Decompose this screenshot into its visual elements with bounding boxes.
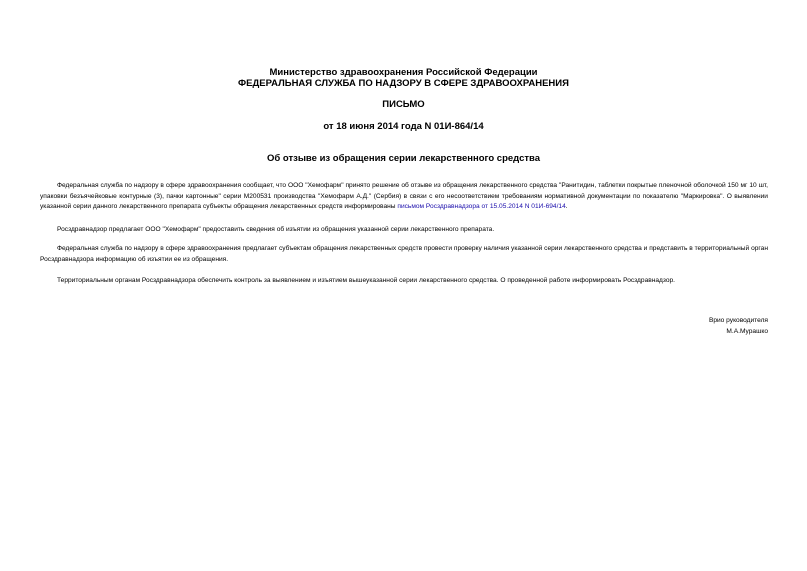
paragraph-1-tail: . xyxy=(565,203,568,211)
reference-letter-link[interactable]: письмом Росздравнадзора от 15.05.2014 N 01И-694/14 xyxy=(397,203,566,211)
paragraph-3-text: Федеральная служба по надзору в сфере здравоохранения предлагает субъектам обращения лекарственных средств провести проверку наличия указанной серии лекарственного средства и представить в территориальный орган Росздравнадзора информацию об изъятии ее из обращения. xyxy=(40,245,768,263)
signatory-title: Врио руководителя xyxy=(708,317,768,324)
paragraph-1 xyxy=(40,181,768,213)
paragraph-2 xyxy=(40,225,768,236)
document-subject: Об отзыве из обращения серии лекарственного средства xyxy=(266,153,541,164)
signatory-name: М.А.Мурашко xyxy=(726,328,768,335)
paragraph-4 xyxy=(40,276,768,287)
paragraph-3 xyxy=(40,244,768,265)
service-name: ФЕДЕРАЛЬНАЯ СЛУЖБА ПО НАДЗОРУ В СФЕРЕ ЗДРАВООХРАНЕНИЯ xyxy=(238,78,569,89)
paragraph-4-text: Территориальным органам Росздравнадзора обеспечить контроль за выявлением и изъятием вышеуказанной серии лекарственного средства. О проведенной работе информировать Росздравнадзор. xyxy=(57,277,676,284)
ministry-name: Министерство здравоохранения Российской Федерации xyxy=(269,67,538,78)
document-date-number: от 18 июня 2014 года N 01И-864/14 xyxy=(323,121,484,132)
paragraph-1-text xyxy=(40,181,768,213)
paragraph-1-main: Федеральная служба по надзору в сфере здравоохранения сообщает, что ООО "Хемофарм" принято решение об отзыве из обращения лекарственного средства "Ранитидин, таблетки покрытые пленочной оболочкой 150 мг 10 шт, упаковки безъячейковые контурные (3), пачки картонные" серии М200531 производства "Хемофарм А.Д." (Сербия) в связи с его несоответствием требованиям нормативной документации по показателю "Маркировка". О выявлении указанной серии данного лекарственного препарата субъекты обращения лекарственных средств информированы xyxy=(40,182,768,211)
paragraph-2-text: Росздравнадзор предлагает ООО "Хемофарм" предоставить сведения об изъятии из обращения указанной серии лекарственного препарата. xyxy=(57,226,495,233)
document-type: ПИСЬМО xyxy=(382,99,425,110)
